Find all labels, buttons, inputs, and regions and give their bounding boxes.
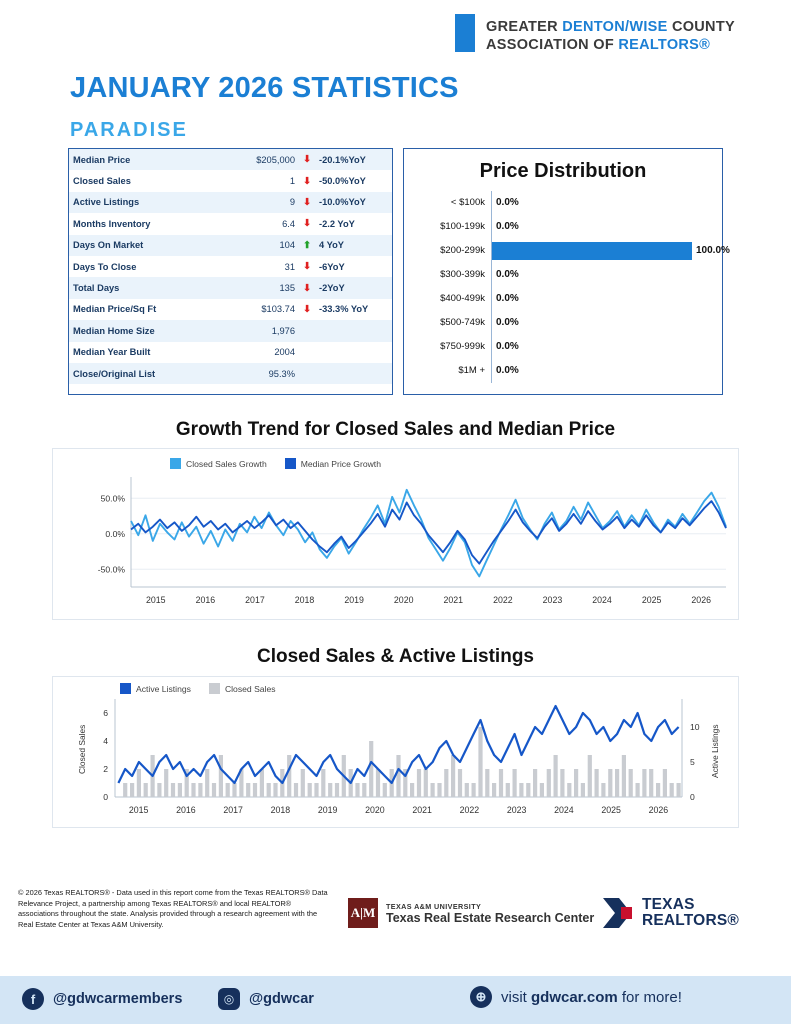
no-arrow-icon [299, 320, 315, 341]
instagram-handle-group[interactable] [218, 988, 314, 1010]
sales-bar [629, 769, 633, 797]
org-line1-b: DENTON/WISE [562, 19, 668, 35]
sales-bar [171, 783, 175, 797]
growth-x-tick: 2018 [294, 595, 315, 605]
org-line1-c: COUNTY [667, 19, 735, 35]
sales-bar [260, 769, 264, 797]
sales-bar [355, 783, 359, 797]
sales-bar [581, 783, 585, 797]
stat-value: 9 [289, 197, 295, 208]
sales-bar [383, 783, 387, 797]
growth-y-tick: -50.0% [97, 564, 125, 575]
sales-bar [137, 769, 141, 797]
stat-value: 31 [284, 261, 295, 272]
growth-x-tick: 2020 [393, 595, 414, 605]
sales-bar [417, 769, 421, 797]
sales-bar [670, 783, 674, 797]
growth-chart-legend [170, 458, 381, 469]
legend-label: Closed Sales [224, 683, 276, 694]
sales-bar [212, 783, 216, 797]
price-distribution-category: $1M + [404, 359, 492, 383]
price-distribution-row [404, 263, 722, 287]
price-distribution-bar-wrap [492, 191, 722, 215]
legend-label: Active Listings [136, 683, 191, 694]
org-line1-a: GREATER [486, 19, 563, 35]
price-distribution-value: 0.0% [496, 317, 519, 328]
growth-x-tick: 2023 [542, 595, 563, 605]
growth-x-tick: 2024 [592, 595, 612, 605]
sales-bar [458, 769, 462, 797]
growth-chart-plot [52, 448, 739, 620]
visit-website-group[interactable] [470, 986, 682, 1008]
table-row [69, 149, 392, 170]
table-row [69, 277, 392, 298]
sales-x-tick: 2015 [128, 805, 149, 815]
sales-x-tick: 2016 [176, 805, 196, 815]
growth-x-tick: 2017 [245, 595, 265, 605]
price-distribution-category: $100-199k [404, 215, 492, 239]
stat-label: Median Price/Sq Ft [73, 304, 157, 315]
growth-series-line [131, 501, 726, 563]
price-distribution-value: 0.0% [496, 365, 519, 376]
legend-swatch [285, 458, 296, 469]
price-distribution-title: Price Distribution [479, 160, 647, 182]
sales-bar [642, 769, 646, 797]
facebook-handle-group[interactable] [22, 988, 182, 1010]
price-distribution-bar-wrap [492, 239, 730, 263]
price-distribution-row [404, 335, 722, 359]
visit-pre: visit [501, 988, 531, 1006]
price-distribution-category: < $100k [404, 191, 492, 215]
sales-bar [362, 783, 366, 797]
table-row [69, 299, 392, 320]
legend-label: Closed Sales Growth [186, 458, 267, 469]
sales-bar [232, 783, 236, 797]
stat-label: Months Inventory [73, 218, 151, 229]
sales-bar [328, 783, 332, 797]
sales-chart-legend [120, 683, 276, 694]
price-distribution-value: 0.0% [496, 269, 519, 280]
header-accent-bar [455, 14, 475, 52]
growth-x-tick: 2015 [146, 595, 166, 605]
table-row [69, 320, 392, 341]
price-distribution-category: $200-299k [404, 239, 492, 263]
sales-bar [219, 755, 223, 797]
legend-item [285, 458, 381, 469]
arrow-down-icon: ⬇ [303, 154, 311, 165]
sales-bar [123, 783, 127, 797]
sales-bar [526, 783, 530, 797]
sales-bar [649, 769, 653, 797]
sales-chart-svg [53, 677, 738, 827]
sales-bar [608, 769, 612, 797]
stat-value: $205,000 [256, 154, 295, 165]
stat-value: $103.74 [261, 304, 295, 315]
price-distribution-row [404, 359, 722, 383]
price-distribution-row [404, 287, 722, 311]
sales-bar [656, 783, 660, 797]
stat-delta: 4 YoY [319, 240, 344, 251]
price-distribution-row [404, 311, 722, 335]
sales-right-tick: 10 [690, 722, 700, 732]
legend-swatch [170, 458, 181, 469]
sales-bar [431, 783, 435, 797]
sales-bar [321, 769, 325, 797]
stat-value: 135 [279, 283, 295, 294]
stat-value: 104 [279, 240, 295, 251]
stat-delta [315, 363, 392, 384]
growth-x-tick: 2016 [195, 595, 216, 605]
sales-left-tick: 2 [103, 764, 108, 774]
sales-bar [560, 769, 564, 797]
stat-delta: -2YoY [319, 283, 345, 294]
sales-left-tick: 0 [103, 792, 108, 802]
texas-realtors-mark-icon [601, 896, 635, 930]
sales-bar [444, 769, 448, 797]
sales-bar [636, 783, 640, 797]
stat-label: Median Price [73, 154, 131, 165]
price-distribution-box [403, 148, 730, 395]
price-distribution-bar-wrap [492, 359, 722, 383]
stat-delta: -50.0%YoY [319, 176, 366, 187]
arrow-down-icon: ⬇ [303, 303, 311, 314]
sales-bar [205, 769, 209, 797]
stat-label: Total Days [73, 283, 120, 294]
table-row [69, 235, 392, 256]
sales-bar [376, 769, 380, 797]
stat-label: Closed Sales [73, 176, 131, 187]
legend-label: Median Price Growth [300, 458, 381, 469]
sales-bar [335, 783, 339, 797]
sales-bar [540, 783, 544, 797]
sales-bar [601, 783, 605, 797]
sales-bar [547, 769, 551, 797]
sales-bar [410, 783, 414, 797]
sales-bar [273, 783, 277, 797]
sales-bar [492, 783, 496, 797]
arrow-down-icon: ⬇ [303, 218, 311, 229]
price-distribution-bar [492, 242, 692, 260]
sales-x-tick: 2025 [601, 805, 621, 815]
org-name-line1 [486, 19, 735, 35]
price-distribution-value: 0.0% [496, 197, 519, 208]
stat-delta: -33.3% YoY [319, 304, 369, 315]
sales-bar [567, 783, 571, 797]
price-distribution-bar-wrap [492, 263, 722, 287]
sales-chart-title: Closed Sales & Active Listings [257, 646, 534, 667]
sales-x-tick: 2017 [223, 805, 243, 815]
sales-bar [554, 755, 558, 797]
texas-realtors-line2: REALTORS® [641, 912, 739, 929]
table-row [69, 363, 392, 384]
growth-x-tick: 2025 [641, 595, 662, 605]
price-distribution-category: $400-499k [404, 287, 492, 311]
instagram-handle-label: @gdwcar [249, 991, 314, 1007]
sales-bar [437, 783, 441, 797]
growth-x-tick: 2022 [493, 595, 513, 605]
sales-x-tick: 2022 [459, 805, 480, 815]
stat-label: Median Home Size [73, 325, 155, 336]
sales-bar [513, 769, 517, 797]
sales-bar [663, 769, 667, 797]
tamu-mark-icon: A|M [348, 898, 378, 928]
price-distribution-category: $500-749k [404, 311, 492, 335]
tamu-logo-group [348, 898, 594, 928]
footer-disclaimer: © 2026 Texas REALTORS® - Data used in this report come from the Texas REALTORS® Data Relevance Project, a partnership among Texas REALTORS® and local REALTOR® associations throughout the state. Analysis provided through a research agreement with the Real Estate Center at Texas A&M University. [18, 888, 328, 929]
growth-chart-svg [53, 449, 738, 619]
sales-bar [485, 769, 489, 797]
growth-x-tick: 2026 [691, 595, 711, 605]
stat-value: 6.4 [282, 218, 295, 229]
org-line2-a: ASSOCIATION OF [486, 37, 619, 53]
sales-bar [622, 755, 626, 797]
table-row [69, 170, 392, 191]
legend-swatch [120, 683, 131, 694]
sales-x-tick: 2026 [648, 805, 669, 815]
sales-bar [677, 783, 681, 797]
sales-x-tick: 2023 [506, 805, 527, 815]
sales-bar [130, 783, 134, 797]
arrow-up-icon: ⬆ [303, 239, 311, 250]
statistics-table-box [68, 148, 393, 395]
sales-right-tick: 0 [690, 792, 695, 802]
stat-value: 1,976 [271, 325, 295, 336]
sales-bar [574, 769, 578, 797]
sales-bar [294, 783, 298, 797]
sales-bar [144, 783, 148, 797]
sales-bar [533, 769, 537, 797]
sales-bar [465, 783, 469, 797]
stat-delta [315, 342, 392, 363]
sales-bar [615, 769, 619, 797]
page-title: JANUARY 2026 STATISTICS [70, 72, 459, 104]
statistics-table [69, 149, 392, 384]
sales-bar [301, 769, 305, 797]
facebook-handle-label: @gdwcarmembers [53, 991, 183, 1007]
sales-x-tick: 2018 [270, 805, 291, 815]
arrow-down-icon: ⬇ [303, 175, 311, 186]
arrow-down-icon: ⬇ [303, 196, 311, 207]
sales-bar [246, 783, 250, 797]
sales-bar [198, 783, 202, 797]
texas-realtors-line1: TEXAS [641, 896, 695, 914]
sales-x-tick: 2020 [365, 805, 385, 815]
page-subtitle: PARADISE [70, 119, 188, 141]
price-distribution-bar-wrap [492, 311, 722, 335]
sales-x-tick: 2019 [317, 805, 338, 815]
stat-label: Active Listings [73, 197, 140, 208]
sales-x-tick: 2021 [412, 805, 432, 815]
sales-right-axis-label: Active Listings [710, 724, 720, 778]
stat-delta: -6YoY [319, 261, 345, 272]
price-distribution-row [404, 215, 722, 239]
price-distribution-row [404, 239, 730, 263]
sales-bar [308, 783, 312, 797]
sales-bar [287, 755, 291, 797]
sales-bar [178, 783, 182, 797]
sales-bar [226, 783, 230, 797]
growth-y-tick: 50.0% [100, 493, 125, 504]
sales-bar [478, 727, 482, 797]
sales-bar [191, 783, 195, 797]
growth-x-tick: 2019 [344, 595, 364, 605]
sales-bar [472, 783, 476, 797]
sales-bar [164, 769, 168, 797]
table-row [69, 213, 392, 234]
no-arrow-icon [299, 342, 315, 363]
sales-bar [157, 783, 161, 797]
price-distribution-value: 0.0% [496, 341, 519, 352]
price-distribution-bar-wrap [492, 215, 722, 239]
sales-bar [588, 755, 592, 797]
price-distribution-category: $750-999k [404, 335, 492, 359]
growth-series-line [131, 490, 726, 577]
table-row [69, 192, 392, 213]
sales-bar [396, 755, 400, 797]
tamu-line1: TEXAS A&M UNIVERSITY [386, 901, 482, 911]
facebook-icon[interactable]: f [22, 988, 44, 1010]
arrow-down-icon: ⬇ [303, 261, 311, 272]
stat-delta [315, 320, 392, 341]
price-distribution-row [404, 191, 722, 215]
stat-value: 2004 [274, 347, 295, 358]
sales-bar [451, 755, 455, 797]
sales-x-tick: 2024 [554, 805, 574, 815]
globe-icon[interactable]: ⊕ [470, 986, 492, 1008]
visit-link[interactable]: gdwcar.com [531, 988, 618, 1006]
arrow-down-icon: ⬇ [303, 282, 311, 293]
sales-bar [595, 769, 599, 797]
org-name-line2 [486, 37, 710, 53]
sales-bar [506, 783, 510, 797]
sales-bar [267, 783, 271, 797]
legend-item [120, 683, 191, 694]
no-arrow-icon [299, 363, 315, 384]
legend-item [170, 458, 267, 469]
sales-chart-plot [52, 676, 739, 828]
growth-x-tick: 2021 [443, 595, 464, 605]
table-row [69, 342, 392, 363]
sales-left-tick: 4 [103, 736, 108, 746]
stat-label: Days On Market [73, 240, 144, 251]
sales-bar [499, 769, 503, 797]
stat-delta: -10.0%YoY [319, 197, 366, 208]
sales-left-axis-label: Closed Sales [77, 724, 87, 774]
stat-delta: -2.2 YoY [319, 218, 355, 229]
instagram-icon[interactable]: ◎ [218, 988, 240, 1010]
table-row [69, 256, 392, 277]
sales-bar [424, 769, 428, 797]
stat-label: Close/Original List [73, 368, 156, 379]
price-distribution-bar-wrap [492, 335, 722, 359]
sales-bar [519, 783, 523, 797]
visit-label [501, 989, 682, 1006]
price-distribution-bar-wrap [492, 287, 722, 311]
stat-label: Days To Close [73, 261, 137, 272]
growth-chart-title: Growth Trend for Closed Sales and Median Price [175, 419, 616, 440]
sales-bar [253, 783, 257, 797]
tamu-line2: Texas Real Estate Research Center [386, 910, 595, 925]
price-distribution-rows [404, 191, 730, 383]
price-distribution-value: 0.0% [496, 221, 519, 232]
visit-post: for more! [617, 988, 682, 1006]
texas-realtors-logo-group [601, 896, 739, 930]
stat-value: 1 [289, 176, 295, 187]
legend-swatch [209, 683, 220, 694]
stat-value: 95.3% [268, 368, 295, 379]
sales-left-tick: 6 [103, 708, 108, 718]
org-line2-b: REALTORS® [618, 37, 711, 53]
growth-y-tick: 0.0% [105, 528, 125, 539]
stat-label: Median Year Built [73, 347, 151, 358]
sales-bar [369, 741, 373, 797]
page-header [0, 0, 791, 62]
stat-delta: -20.1%YoY [319, 154, 366, 165]
sales-right-tick: 5 [690, 757, 695, 767]
price-distribution-category: $300-399k [404, 263, 492, 287]
sales-bar [314, 783, 318, 797]
price-distribution-value: 100.0% [696, 245, 730, 256]
legend-item [209, 683, 276, 694]
price-distribution-value: 0.0% [496, 293, 519, 304]
